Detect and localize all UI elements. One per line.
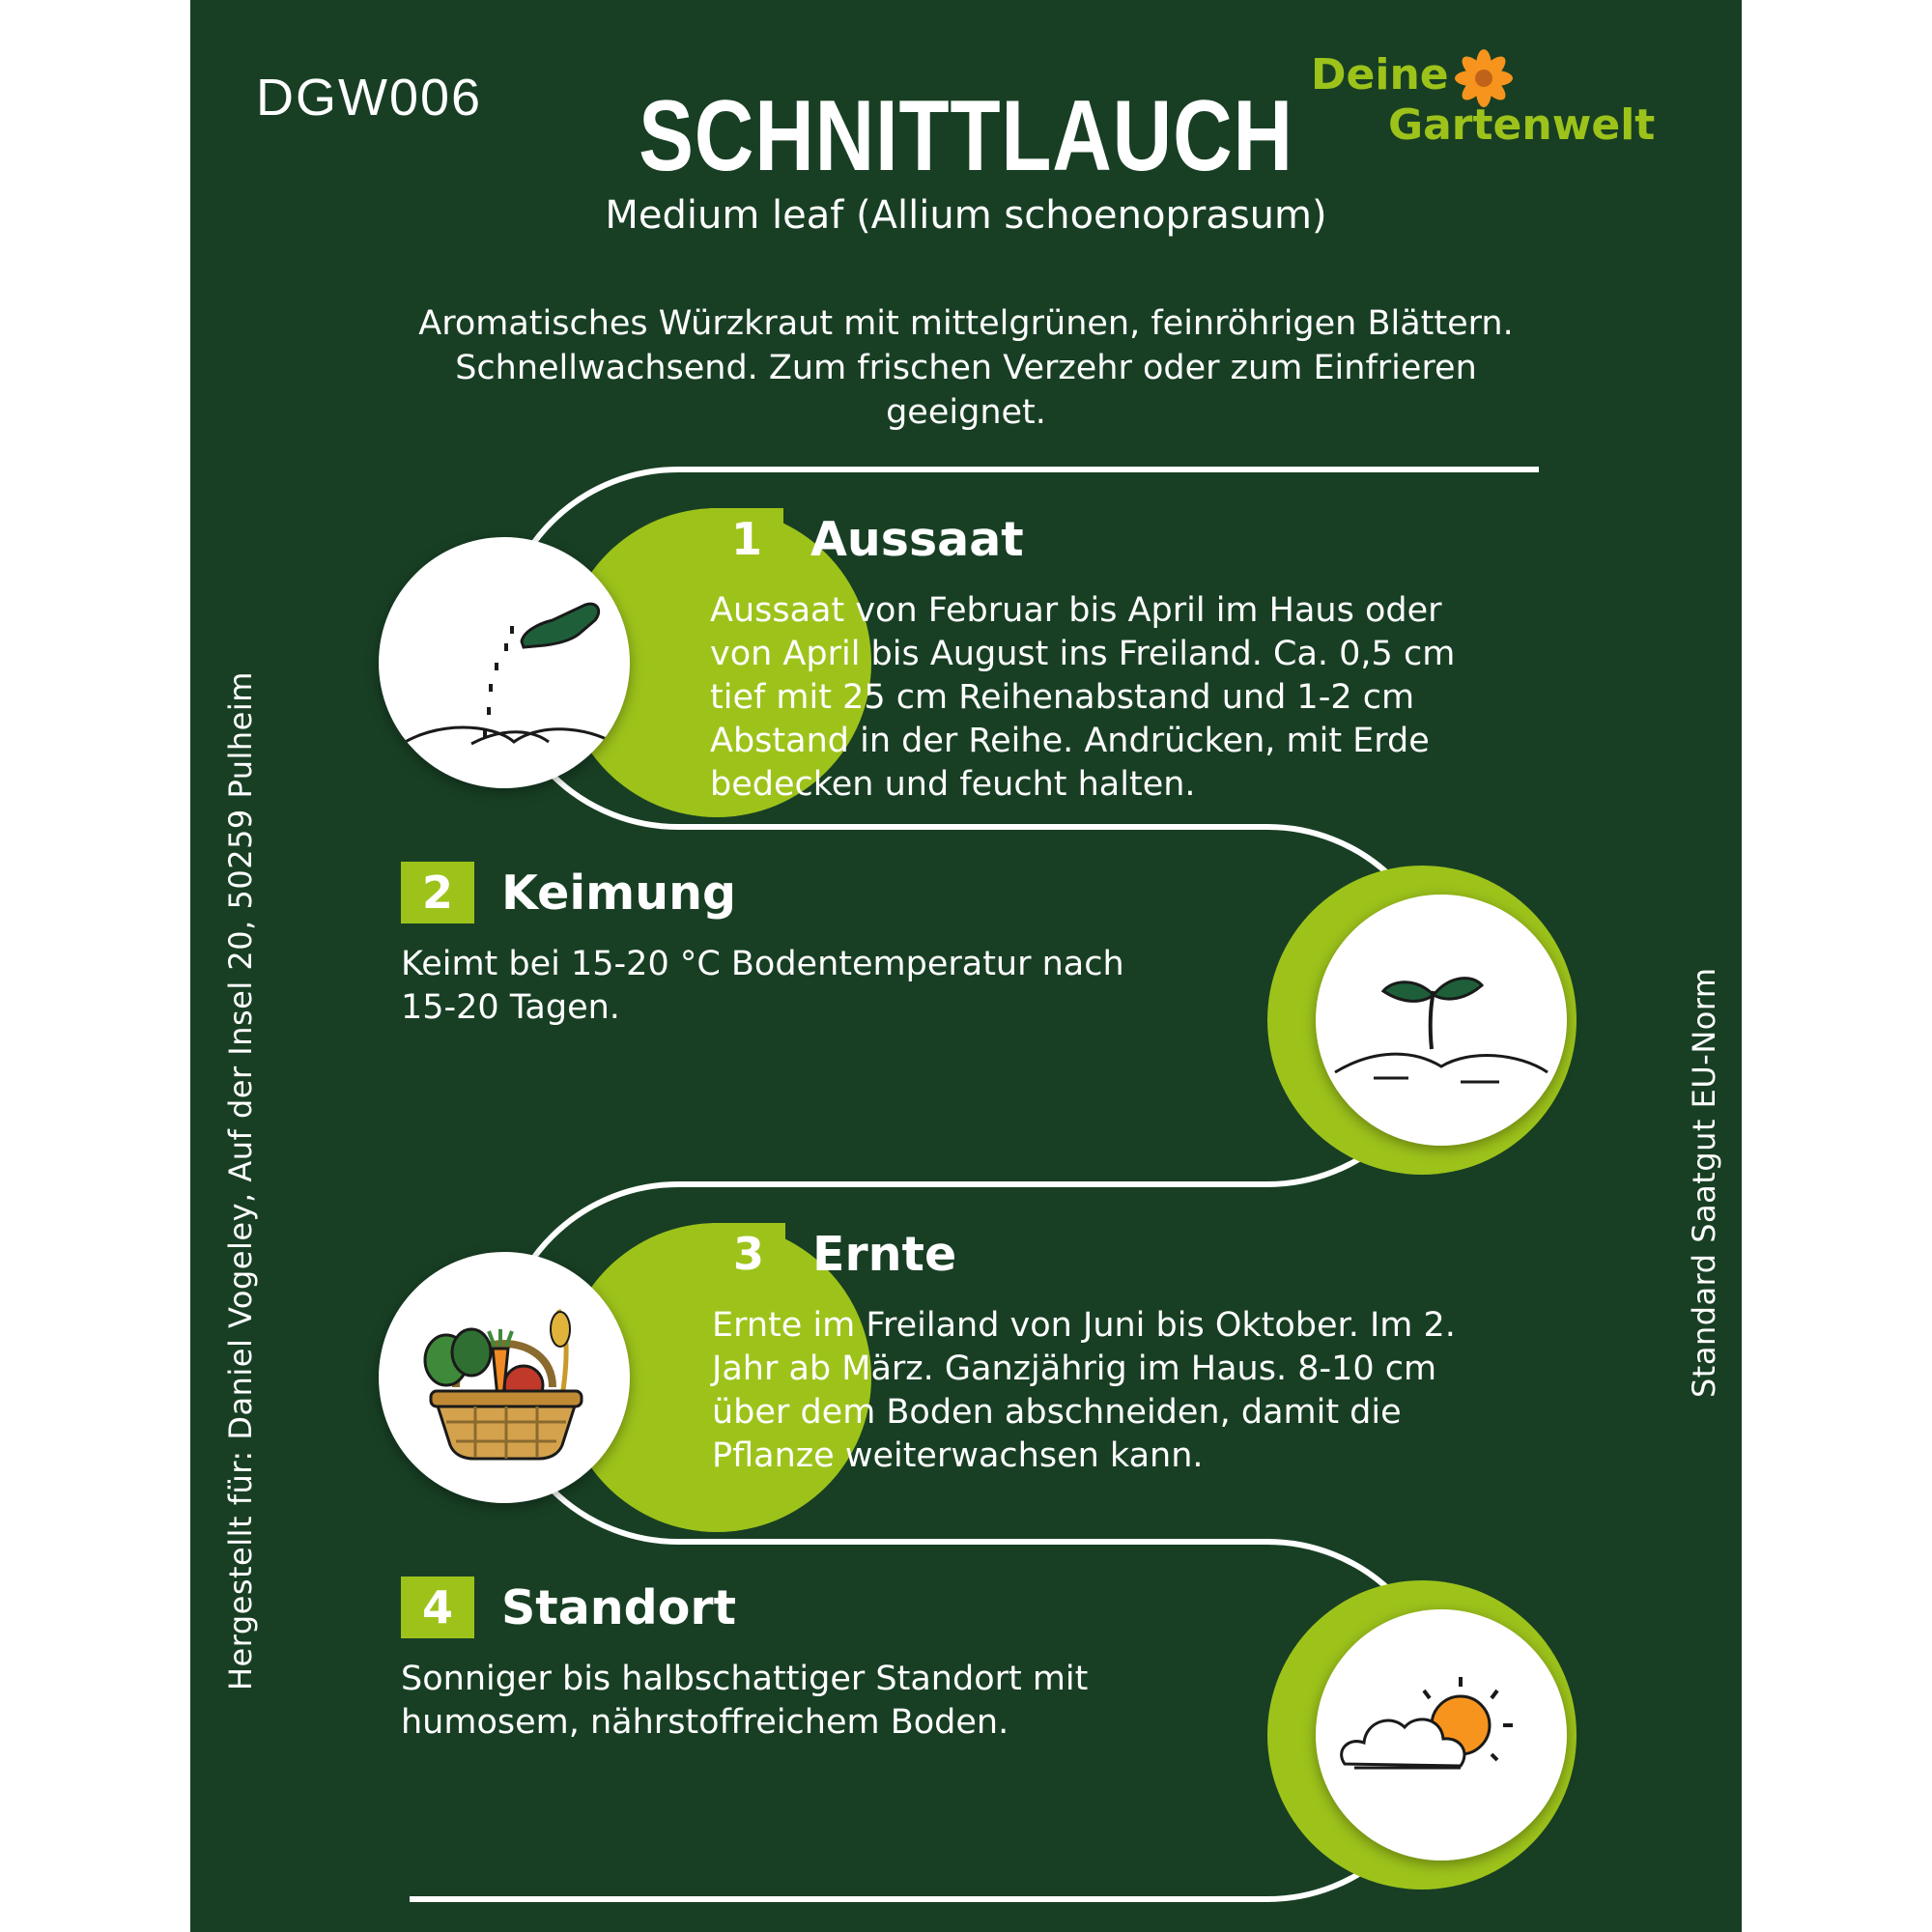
text-line: über dem Boden abschneiden, damit die bbox=[712, 1393, 1402, 1432]
seed-packet-card bbox=[190, 0, 1742, 1932]
step1-icon-circle bbox=[379, 537, 630, 788]
product-code: DGW006 bbox=[256, 69, 483, 127]
step2-number-badge: 2 bbox=[401, 862, 474, 923]
text-line: 15-20 Tagen. bbox=[401, 988, 620, 1027]
step2 bbox=[401, 862, 1124, 1030]
step4-title: Standort bbox=[501, 1579, 736, 1635]
sun-cloud-icon bbox=[1316, 1609, 1567, 1861]
text-line: Ernte im Freiland von Juni bis Oktober. Im 2. bbox=[712, 1306, 1456, 1345]
text-line: Pflanze weiterwachsen kann. bbox=[712, 1436, 1204, 1475]
step3-title: Ernte bbox=[812, 1226, 957, 1282]
step1-title: Aussaat bbox=[810, 511, 1024, 567]
step2-text bbox=[401, 943, 1124, 1030]
step3-text bbox=[712, 1304, 1456, 1478]
text-line: bedecken und feucht halten. bbox=[710, 765, 1196, 804]
step4-icon-circle bbox=[1316, 1609, 1567, 1861]
text-line: Jahr ab März. Ganzjährig im Haus. 8-10 cm bbox=[712, 1350, 1437, 1388]
step3-icon-circle bbox=[379, 1252, 630, 1503]
manufacturer-note: Hergestellt für: Daniel Vogeley, Auf der Insel 20, 50259 Pulheim bbox=[222, 671, 259, 1690]
text-line: von April bis August ins Freiland. Ca. 0,5 cm bbox=[710, 635, 1456, 673]
step2-icon-circle bbox=[1316, 895, 1567, 1146]
step1-number-badge: 1 bbox=[710, 508, 783, 570]
logo-line1: Deine bbox=[1311, 50, 1449, 99]
brand-logo bbox=[1311, 50, 1678, 156]
step3-number-badge: 3 bbox=[712, 1223, 785, 1285]
description-line: geeignet. bbox=[886, 393, 1046, 432]
sowing-hand-icon bbox=[379, 537, 630, 788]
text-line: Keimt bei 15-20 °C Bodentemperatur nach bbox=[401, 945, 1124, 983]
sprout-icon bbox=[1316, 895, 1567, 1146]
flower-icon bbox=[1454, 48, 1514, 108]
description-line: Schnellwachsend. Zum frischen Verzehr oder zum Einfrieren bbox=[455, 349, 1477, 387]
vegetable-basket-icon bbox=[379, 1252, 630, 1503]
standard-note: Standard Saatgut EU-Norm bbox=[1686, 967, 1722, 1398]
step3 bbox=[712, 1223, 1456, 1478]
description-line: Aromatisches Würzkraut mit mittelgrünen, feinröhrigen Blättern. bbox=[418, 304, 1514, 343]
step2-header bbox=[401, 862, 1124, 923]
step2-title: Keimung bbox=[501, 865, 737, 921]
step3-header bbox=[712, 1223, 1456, 1285]
step4-text bbox=[401, 1658, 1088, 1745]
logo-line2: Gartenwelt bbox=[1388, 100, 1656, 150]
step1 bbox=[710, 508, 1455, 807]
product-description bbox=[345, 301, 1587, 435]
step1-header bbox=[710, 508, 1455, 570]
text-line: humosem, nährstoffreichem Boden. bbox=[401, 1703, 1009, 1742]
page-title: SCHNITTLAUCH bbox=[639, 80, 1293, 192]
step4-number-badge: 4 bbox=[401, 1577, 474, 1638]
step1-text bbox=[710, 589, 1455, 807]
product-subtitle: Medium leaf (Allium schoenoprasum) bbox=[605, 193, 1327, 238]
text-line: Abstand in der Reihe. Andrücken, mit Erde bbox=[710, 722, 1430, 760]
text-line: tief mit 25 cm Reihenabstand und 1-2 cm bbox=[710, 678, 1415, 717]
step4-header bbox=[401, 1577, 1088, 1638]
text-line: Sonniger bis halbschattiger Standort mit bbox=[401, 1660, 1089, 1698]
step4 bbox=[401, 1577, 1088, 1745]
text-line: Aussaat von Februar bis April im Haus oder bbox=[710, 591, 1442, 630]
